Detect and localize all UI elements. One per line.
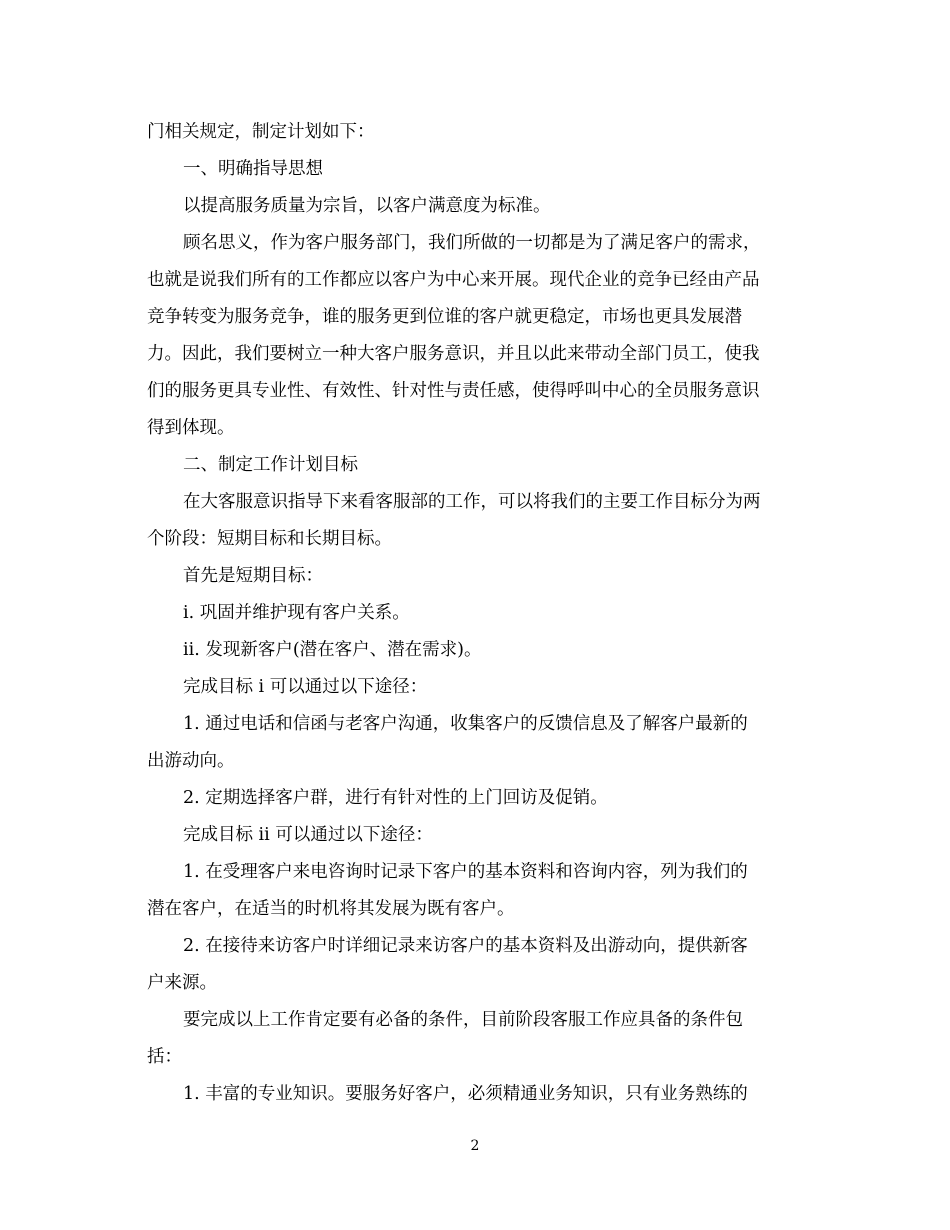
text-line: 括： <box>147 1047 182 1067</box>
text-line: 潜在客户，在适当的时机将其发展为既有客户。 <box>147 899 515 919</box>
text-line: 一、明确指导思想 <box>183 159 323 179</box>
text-line: 在大客服意识指导下来看客服部的工作，可以将我们的主要工作目标分为两 <box>183 492 761 512</box>
text-line: 顾名思义，作为客户服务部门，我们所做的一切都是为了满足客户的需求， <box>183 233 761 253</box>
document-body <box>147 114 807 1113</box>
text-line: 二、制定工作计划目标 <box>183 455 358 475</box>
text-line: 个阶段：短期目标和长期目标。 <box>147 529 392 549</box>
text-line: 1. 丰富的专业知识。要服务好客户，必须精通业务知识，只有业务熟练的 <box>183 1084 748 1104</box>
text-line: 也就是说我们所有的工作都应以客户为中心来开展。现代企业的竞争已经由产品 <box>147 270 760 290</box>
text-line: 完成目标 ii 可以通过以下途径： <box>183 825 433 845</box>
text-line: i. 巩固并维护现有客户关系。 <box>183 603 410 623</box>
text-line: 们的服务更具专业性、有效性、针对性与责任感，使得呼叫中心的全员服务意识 <box>147 381 760 401</box>
text-line: 得到体现。 <box>147 418 235 438</box>
text-line: 以提高服务质量为宗旨，以客户满意度为标准。 <box>183 196 551 216</box>
text-line: 户来源。 <box>147 973 217 993</box>
text-line: 2. 定期选择客户群，进行有针对性的上门回访及促销。 <box>183 788 608 808</box>
text-line: 1. 在受理客户来电咨询时记录下客户的基本资料和咨询内容，列为我们的 <box>183 862 748 882</box>
text-line: 竞争转变为服务竞争，谁的服务更到位谁的客户就更稳定，市场也更具发展潜 <box>147 307 742 327</box>
text-line: 完成目标 i 可以通过以下途径： <box>183 677 428 697</box>
page-number: 2 <box>470 1138 480 1154</box>
text-line: 力。因此，我们要树立一种大客户服务意识，并且以此来带动全部门员工，使我 <box>147 344 760 364</box>
text-line: 要完成以上工作肯定要有必备的条件，目前阶段客服工作应具备的条件包 <box>183 1010 743 1030</box>
text-line: ii. 发现新客户(潜在客户、潜在需求)。 <box>183 640 482 660</box>
text-line: 首先是短期目标： <box>183 566 323 586</box>
text-line: 2. 在接待来访客户时详细记录来访客户的基本资料及出游动向，提供新客 <box>183 936 748 956</box>
text-line: 门相关规定，制定计划如下： <box>147 122 375 142</box>
text-line: 出游动向。 <box>147 751 235 771</box>
text-line: 1. 通过电话和信函与老客户沟通，收集客户的反馈信息及了解客户最新的 <box>183 714 748 734</box>
